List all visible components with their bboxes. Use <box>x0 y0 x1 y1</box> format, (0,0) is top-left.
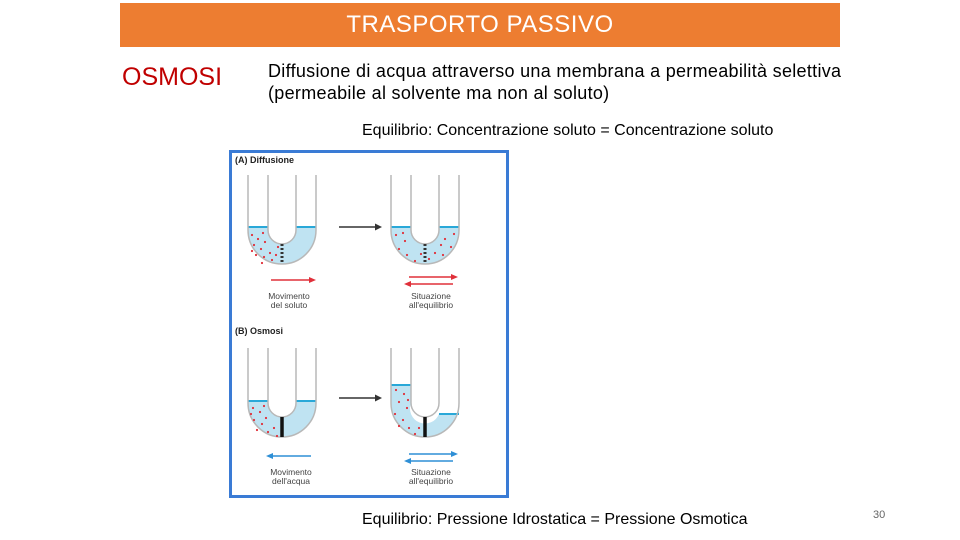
topic-label: OSMOSI <box>122 63 223 91</box>
slide-title: TRASPORTO PASSIVO <box>346 11 614 38</box>
panel-a-title: (A) Diffusione <box>235 155 294 165</box>
equilibrium-concentration: Equilibrio: Concentrazione soluto = Concentrazione soluto <box>362 122 774 139</box>
equilibrium-pressure: Equilibrio: Pressione Idrostatica = Pressione Osmotica <box>362 511 748 528</box>
panel-a-left-caption-1: Movimento <box>268 291 310 301</box>
panel-b-left-caption-2: dell'acqua <box>271 476 311 486</box>
panel-b-left-caption-1: Movimento <box>270 467 312 477</box>
panel-a-right-caption-2: all'equilibrio <box>408 300 454 310</box>
page-number: 30 <box>873 509 886 521</box>
panel-b-title: (B) Osmosi <box>235 326 284 336</box>
panel-b-right-caption-1: Situazione <box>411 467 451 477</box>
title-bar <box>120 3 840 47</box>
panel-b-right-caption-2: all'equilibrio <box>408 476 454 486</box>
panel-a-left-caption-2: del soluto <box>270 300 308 310</box>
osmosis-figure <box>229 150 509 498</box>
definition-text: Diffusione di acqua attraverso una membrana a permeabilità selettiva (permeabile al solvente ma non al soluto) <box>268 61 842 103</box>
panel-a-right-caption-1: Situazione <box>411 291 451 301</box>
figure-frame <box>231 152 508 497</box>
